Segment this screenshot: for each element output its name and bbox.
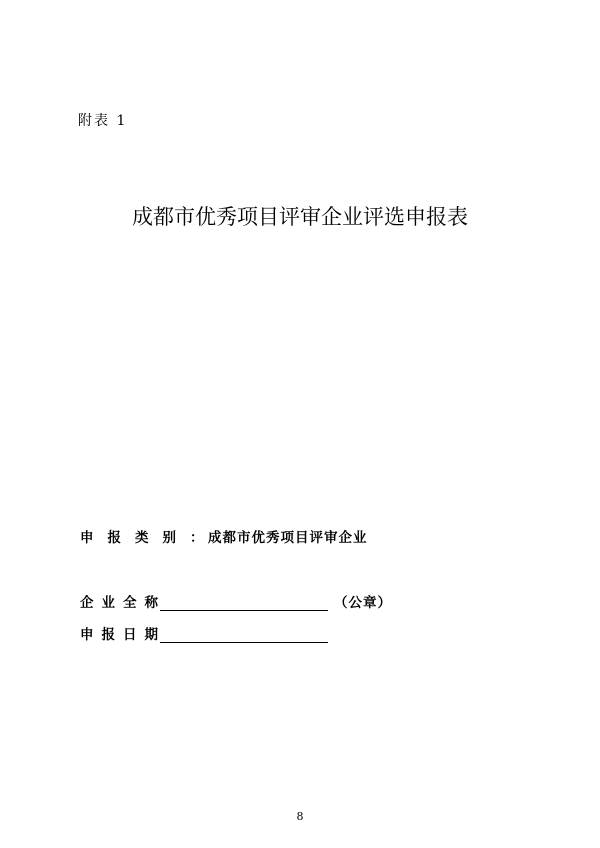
company-name-label: 企业全称 [80,595,166,611]
application-date-label: 申报日期 [80,627,166,643]
seal-note: （公章） [334,595,392,611]
company-row [80,591,392,611]
company-name-field[interactable] [160,596,328,611]
category-row [80,526,368,546]
application-date-field[interactable] [160,628,328,643]
attachment-label: 附表 1 [78,113,128,129]
category-label: 申报类别： [80,530,218,546]
document-title: 成都市优秀项目评审企业评选申报表 [132,205,468,229]
page-number: 8 [296,810,304,823]
category-value: 成都市优秀项目评审企业 [208,530,368,546]
date-row [80,623,334,643]
